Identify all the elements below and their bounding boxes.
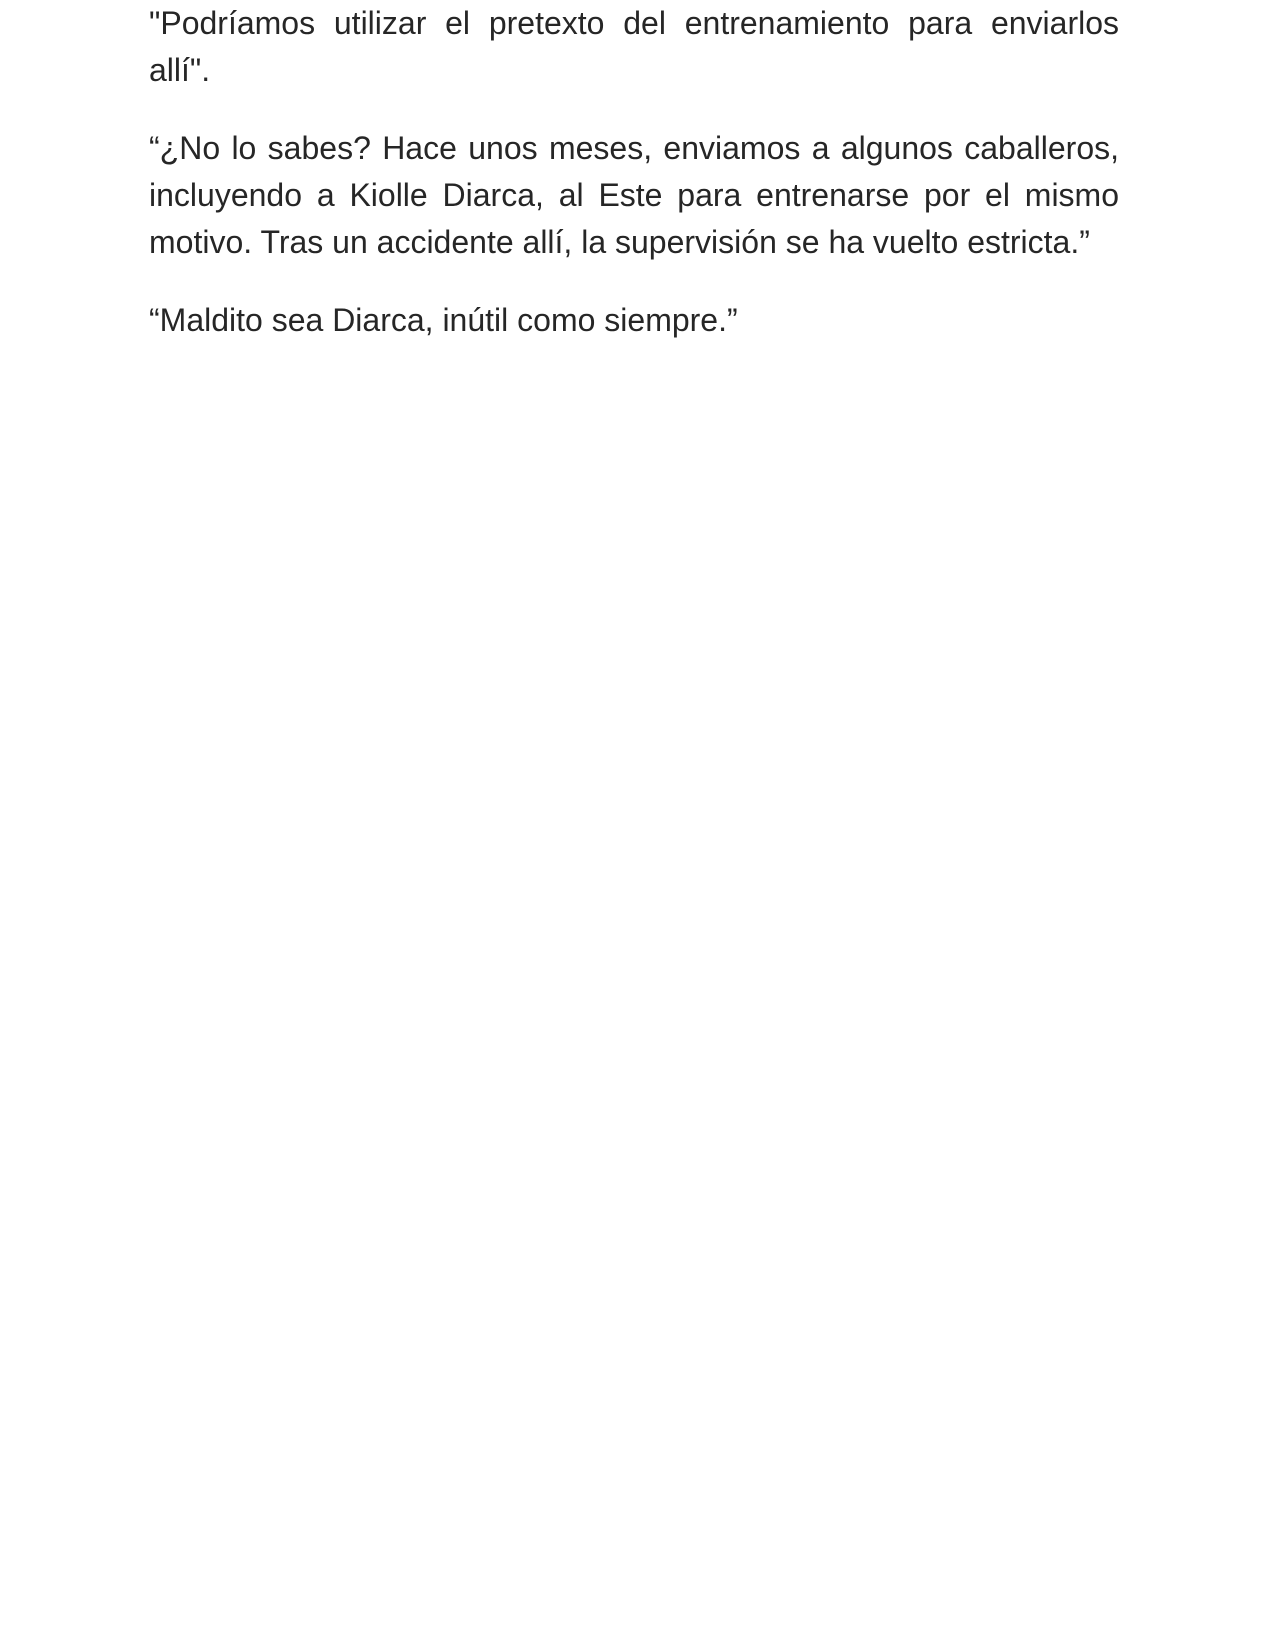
paragraph-1: "Podríamos utilizar el pretexto del entrenamiento para enviarlos allí". [149, 5, 1119, 88]
paragraph-2: “¿No lo sabes? Hace unos meses, enviamos a algunos caballeros, incluyendo a Kiolle Diarca, al Este para entrenarse por el mismo motivo. Tras un accidente allí, la supervisión se ha vuelto estricta.” [149, 130, 1119, 260]
document-body [149, 0, 1119, 375]
paragraph-3: “Maldito sea Diarca, inútil como siempre.” [149, 302, 738, 338]
